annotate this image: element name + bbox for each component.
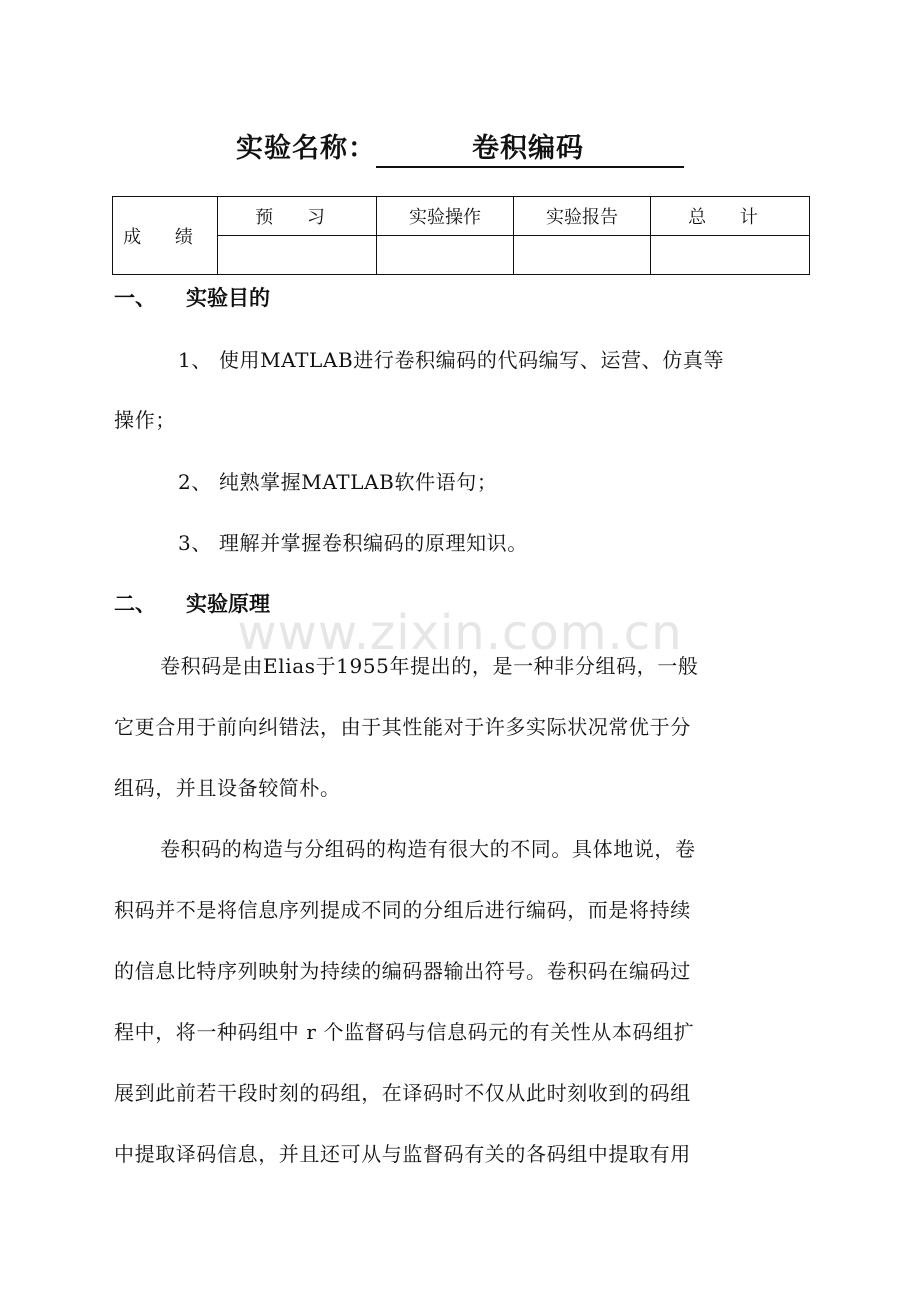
paragraph-line: 中提取译码信息，并且还可从与监督码有关的各码组中提取有用 [114, 1142, 691, 1166]
paragraph-line: 卷积码的构造与分组码的构造有很大的不同。具体地说，卷 [160, 837, 696, 861]
section-number: 一、 [114, 286, 156, 310]
paragraph-line: 的信息比特序列映射为持续的编码器输出符号。卷积码在编码过 [114, 959, 691, 983]
score-header-total: 总 计 [650, 197, 809, 236]
title-label: 实验名称： [236, 133, 376, 164]
paragraph-line: 卷积码是由Elias于1955年提出的，是一种非分组码，一般 [160, 654, 699, 678]
paragraph-line: 3、 理解并掌握卷积编码的原理知识。 [178, 531, 528, 555]
paragraph-line: 组码，并且设备较简朴。 [114, 776, 341, 800]
paragraph-line: 程中，将一种码组中 r 个监督码与信息码元的有关性从本码组扩 [114, 1020, 695, 1044]
score-cell-operation [377, 236, 514, 275]
section-heading-purpose [114, 282, 270, 312]
page-title [0, 126, 920, 168]
score-header-preview: 预 习 [218, 197, 377, 236]
score-row-label: 成 绩 [113, 197, 218, 275]
score-header-operation: 实验操作 [377, 197, 514, 236]
score-cell-preview [218, 236, 377, 275]
paragraph-line: 2、 纯熟掌握MATLAB软件语句； [178, 470, 498, 494]
score-cell-total [650, 236, 809, 275]
score-header-report: 实验报告 [513, 197, 650, 236]
paragraph-line: 操作； [114, 408, 176, 432]
title-blank [376, 140, 414, 168]
watermark: www.zixin.com.cn [237, 605, 683, 661]
section-number: 二、 [114, 592, 156, 616]
paragraph-line: 积码并不是将信息序列提成不同的分组后进行编码，而是将持续 [114, 898, 691, 922]
section-heading-principle [114, 588, 270, 618]
score-cell-report [513, 236, 650, 275]
experiment-name: 卷积编码 [414, 132, 684, 168]
paragraph-line: 它更合用于前向纠错法，由于其性能对于许多实际状况常优于分 [114, 715, 691, 739]
section-title: 实验目的 [186, 286, 270, 310]
section-title: 实验原理 [186, 592, 270, 616]
paragraph-line: 展到此前若干段时刻的码组，在译码时不仅从此时刻收到的码组 [114, 1081, 691, 1105]
paragraph-line: 1、 使用MATLAB进行卷积编码的代码编写、运营、仿真等 [178, 348, 725, 372]
score-table [112, 196, 810, 275]
